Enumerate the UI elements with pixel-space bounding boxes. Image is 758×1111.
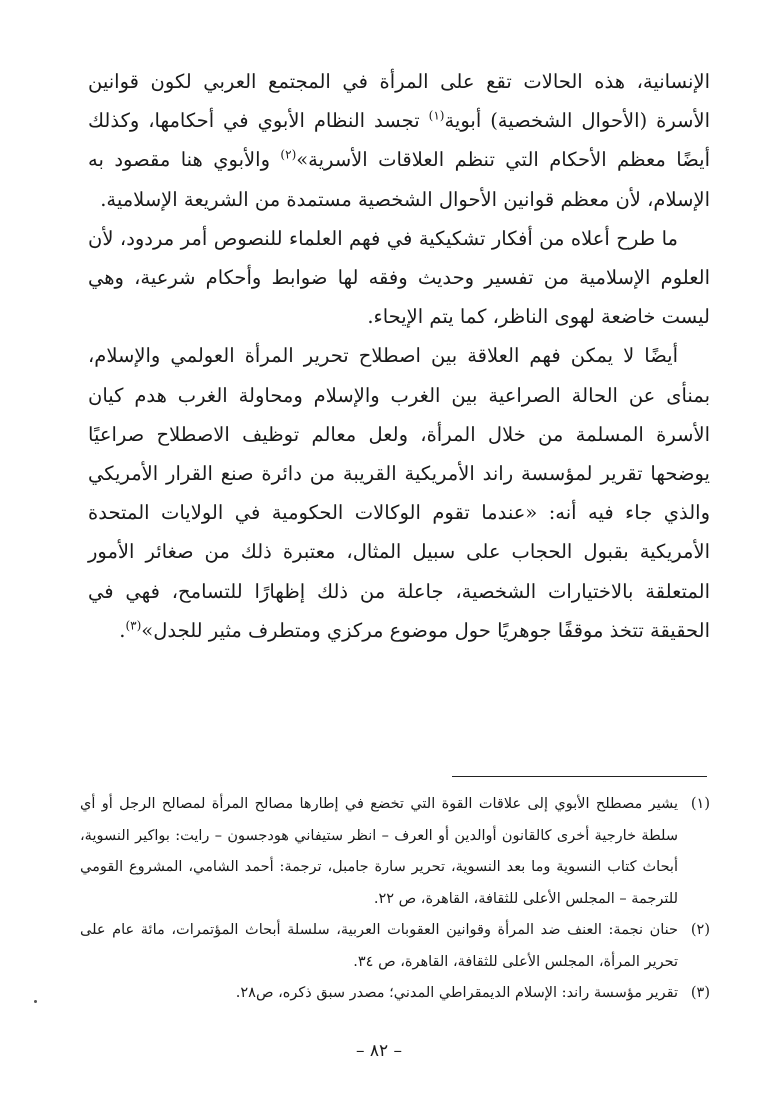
page-number: – ٨٢ –: [355, 1041, 403, 1061]
footnote-3: [80, 978, 710, 1010]
footnote-text: يشير مصطلح الأبوي إلى علاقات القوة التي تخضع في إطارها مصالح المرأة لمصالح الرجل أو أي سلطة خارجية أخرى كالقانون أوالدين أو العرف – انظر ستيفاني هودجسون – رايت: بواكير النسوية، أبحاث كتاب النسوية وما بعد النسوية، تحرير سارة جامبل، ترجمة: أحمد الشامي، المشروع القومي للترجمة – المجلس الأعلى للثقافة، القاهرة، ص ٢٢.: [80, 796, 678, 907]
footnote-ref-2[interactable]: (٢): [280, 147, 297, 162]
paragraph-1: الإنسانية، هذه الحالات تقع على المرأة في المجتمع العربي لكون قوانين الأسرة (الأحوال الشخصية) أبوية$^{(١)}$ تجسد النظام الأبوي في أحكامها، وكذلك أيضًا معظم الأحكام التي تنظم العلاقات الأسرية»$^{(٢)}$ والأبوي هنا مقصود به الإسلام، لأن معظم قوانين الأحوال الشخصية مستمدة من الشريعة الإسلامية.: [88, 70, 711, 211]
footnote-number: (٣): [690, 985, 710, 1001]
footnote-number: (٢): [690, 922, 710, 938]
footnote-text: تقرير مؤسسة راند: الإسلام الديمقراطي المدني؛ مصدر سبق ذكره، ص٢٨.: [235, 985, 678, 1001]
footnote-1: [80, 789, 710, 915]
paragraph-3: أيضًا لا يمكن فهم العلاقة بين اصطلاح تحرير المرأة العولمي والإسلام، بمنأى عن الحالة الصراعية بين الغرب والإسلام ومحاولة الغرب هدم كيان الأسرة المسلمة من خلال المرأة، ولعل معالم توظيف الاصطلاح صراعيًا يوضحها تقرير لمؤسسة راند الأمريكية القريبة من دائرة صنع القرار الأمريكي والذي جاء فيه أنه: «عندما تقوم الوكالات الحكومية في الولايات المتحدة الأمريكية بقبول الحجاب على سبيل المثال، معتبرة ذلك من صغائر الأمور المتعلقة بالاختيارات الشخصية، جاعلة من ذلك إظهارًا للتسامح، فهي في الحقيقة تتخذ موقفًا جوهريًا حول موضوع مركزي ومتطرف مثير للجدل»$^{(٣)}$.: [88, 344, 710, 642]
footnotes: [80, 789, 710, 1010]
footnote-text: حنان نجمة: العنف ضد المرأة وقوانين العقوبات العربية، سلسلة أبحاث المؤتمرات، مائة عام على تحرير المرأة، المجلس الأعلى للثقافة، القاهرة، ص ٣٤.: [80, 922, 678, 970]
speck-mark: [34, 1000, 37, 1003]
paragraph-2: ما طرح أعلاه من أفكار تشكيكية في فهم العلماء للنصوص أمر مردود، لأن العلوم الإسلامية من تفسير وحديث وفقه لها ضوابط وأحكام شرعية، وهي ليست خاضعة لهوى الناظر، كما يتم الإيحاء.: [88, 226, 710, 329]
footnote-ref-1[interactable]: (١): [428, 108, 445, 123]
footnote-2: [80, 915, 710, 978]
footnote-ref-3[interactable]: (٣): [125, 618, 142, 633]
main-text: [88, 62, 710, 650]
footnote-number: (١): [690, 796, 710, 812]
footnote-separator: [452, 776, 707, 777]
